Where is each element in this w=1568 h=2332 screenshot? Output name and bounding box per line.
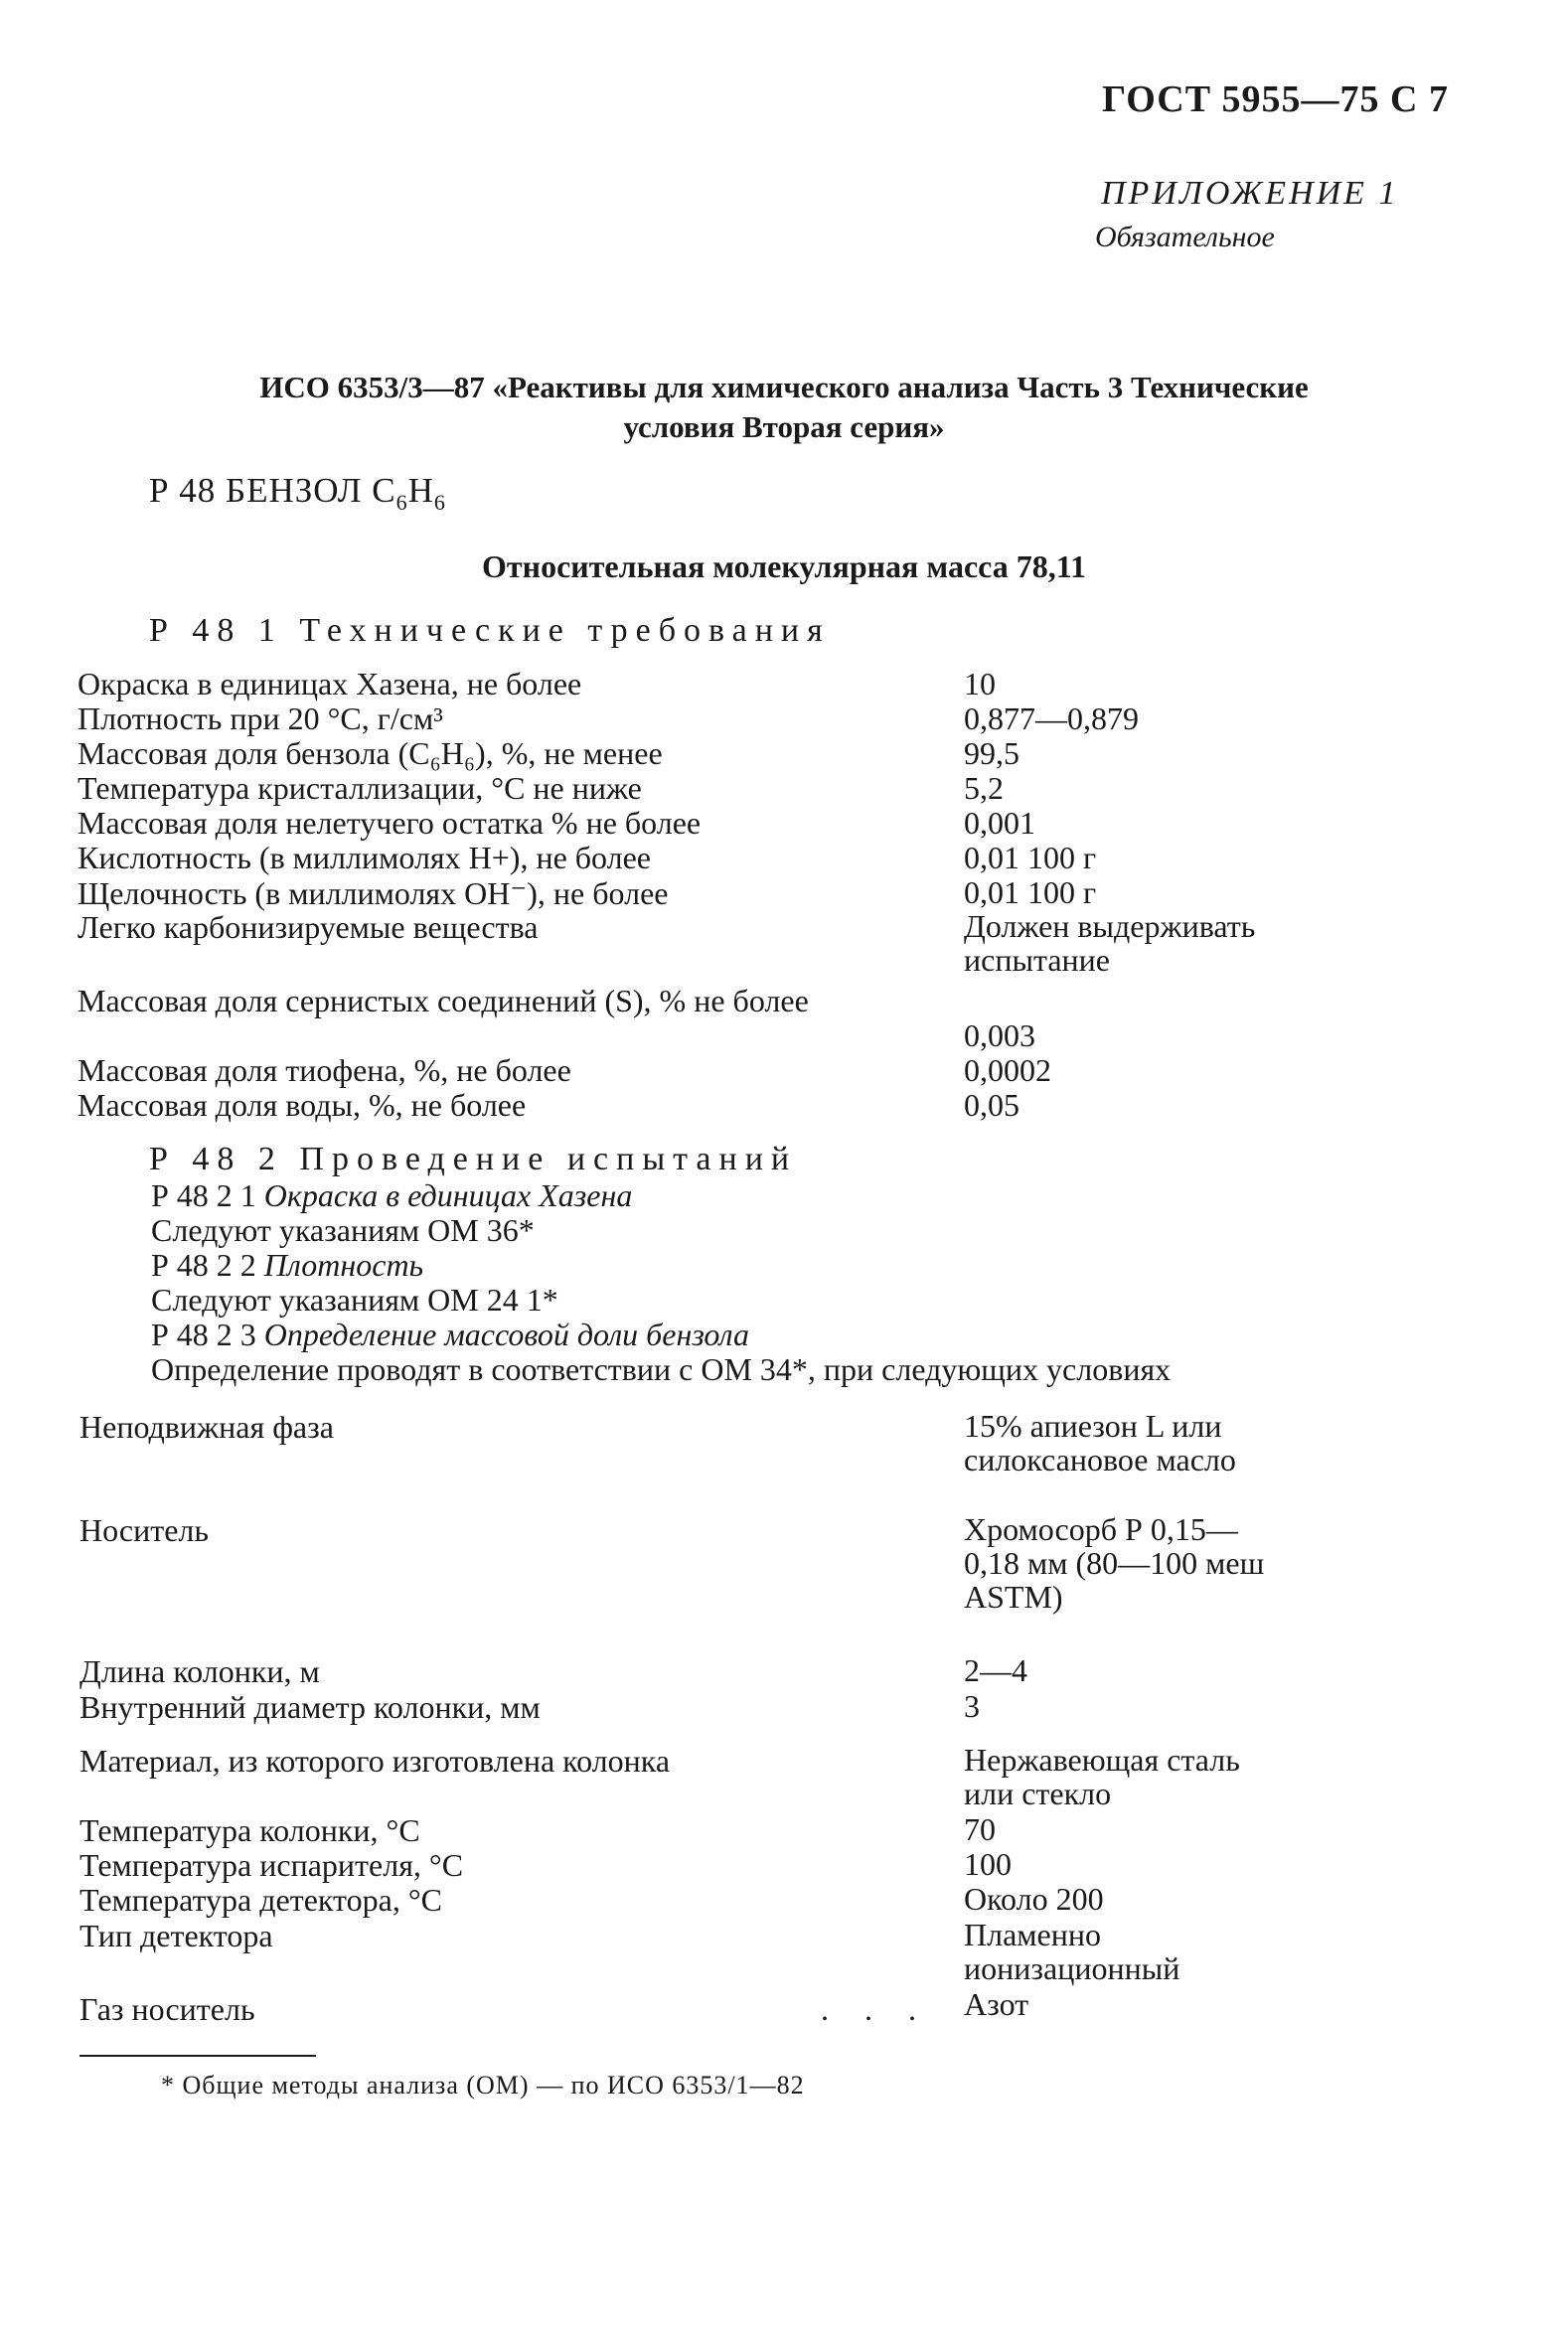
footnote-divider [79,2055,316,2057]
product-formula: $C_6H_6$ [372,471,446,515]
req-value-benzene: 99,5 [964,735,1019,771]
req-label-density: Плотность при 20 °С, г/см³ [78,700,443,736]
req-value-alkalinity: 0,01 100 г [964,874,1097,910]
cond-label-column-length: Длина колонки, м [79,1653,320,1689]
req-label-crystallization: Температура кристаллизации, °С не ниже [78,770,642,806]
cond-value-carrier-gas: Азот [964,1986,1029,2022]
footnote: * Общие методы анализа (ОМ) — по ИСО 6353/1—82 [161,2071,805,2099]
req-label-carbonizable: Легко карбонизируемые вещества [78,909,539,945]
cond-value-detector-type: Пламенно ионизационный [964,1917,1180,1986]
req-label-thiophene: Массовая доля тиофена, %, не более [78,1052,571,1088]
product-heading [149,471,446,516]
req-value-crystallization: 5,2 [964,770,1004,806]
subsection-benzene-text: Определение проводят в соответствии с ОМ 34*, при следующих условиях [151,1351,1172,1387]
req-value-thiophene: 0,0002 [964,1052,1051,1088]
cond-value-phase: 15% апиезон L или силоксановое масло [964,1408,1236,1477]
req-value-residue: 0,001 [964,805,1035,841]
section-requirements: Р 48 1 Технические требования [149,612,831,649]
subsection-color-text: Следуют указаниям ОМ 36* [151,1212,535,1248]
cond-label-evaporator-temp: Температура испарителя, °С [79,1847,464,1883]
cond-value-column-material: Нержавеющая сталь или стекло [964,1742,1240,1811]
cond-label-detector-temp: Температура детектора, °С [79,1882,442,1918]
cond-label-phase: Неподвижная фаза [79,1409,334,1445]
product-code: Р 48 БЕНЗОЛ [149,471,363,510]
cond-label-column-material: Материал, из которого изготовлена колонка [79,1743,671,1779]
req-label-alkalinity: Щелочность (в миллимолях OH⁻), не более [78,875,669,911]
req-label-residue: Массовая доля нелетучего остатка % не более [78,805,702,841]
subsection-benzene: Р 48 2 3 Определение массовой доли бензола [151,1317,749,1352]
annex-title: ПРИЛОЖЕНИЕ 1 [1101,175,1399,212]
req-label-color: Окраска в единицах Хазена, не более [78,666,582,701]
section-tests: Р 48 2 Проведение испытаний [149,1141,798,1177]
subsection-color: Р 48 2 1 Окраска в единицах Хазена [151,1177,633,1213]
leader-dots: . . . [821,1991,930,2027]
annex-subtitle: Обязательное [1095,221,1275,253]
req-value-water: 0,05 [964,1087,1019,1123]
subsection-density: Р 48 2 2 Плотность [151,1247,424,1283]
cond-label-carrier: Носитель [79,1512,209,1548]
req-label-sulfur: Массовая доля сернистых соединений (S), % не более [78,983,809,1018]
cond-value-column-diameter: 3 [964,1688,980,1724]
iso-title-line1: ИСО 6353/3—87 «Реактивы для химического анализа Часть 3 Технические [259,370,1309,404]
iso-title [79,368,1489,447]
cond-label-column-diameter: Внутренний диаметр колонки, мм [79,1689,541,1725]
subsection-density-text: Следуют указаниям ОМ 24 1* [151,1282,558,1318]
req-value-sulfur: 0,003 [964,1017,1035,1053]
cond-value-evaporator-temp: 100 [964,1846,1012,1882]
req-value-acidity: 0,01 100 г [964,840,1097,875]
cond-value-detector-temp: Около 200 [964,1881,1104,1917]
molecular-mass: Относительная молекулярная масса 78,11 [482,548,1086,584]
req-value-density: 0,877—0,879 [964,700,1139,736]
req-value-color: 10 [964,666,996,701]
cond-label-detector-type: Тип детектора [79,1918,273,1953]
cond-label-column-temp: Температура колонки, °С [79,1812,420,1848]
req-value-carbonizable: Должен выдерживать испытание [964,908,1256,978]
req-label-benzene: Массовая доля бензола (C₆H₆), %, не менее [78,735,663,771]
iso-title-line2: условия Вторая серия» [623,409,945,444]
page-header: ГОСТ 5955—75 С 7 [1102,78,1449,120]
cond-label-carrier-gas: Газ носитель [79,1991,255,2027]
cond-value-carrier: Хромосорб Р 0,15—0,18 мм (80—100 меш ASTM) [964,1511,1265,1615]
req-label-water: Массовая доля воды, %, не более [78,1087,527,1123]
req-label-acidity: Кислотность (в миллимолях H+), не более [78,840,651,875]
cond-value-column-temp: 70 [964,1811,996,1847]
cond-value-column-length: 2—4 [964,1652,1027,1688]
